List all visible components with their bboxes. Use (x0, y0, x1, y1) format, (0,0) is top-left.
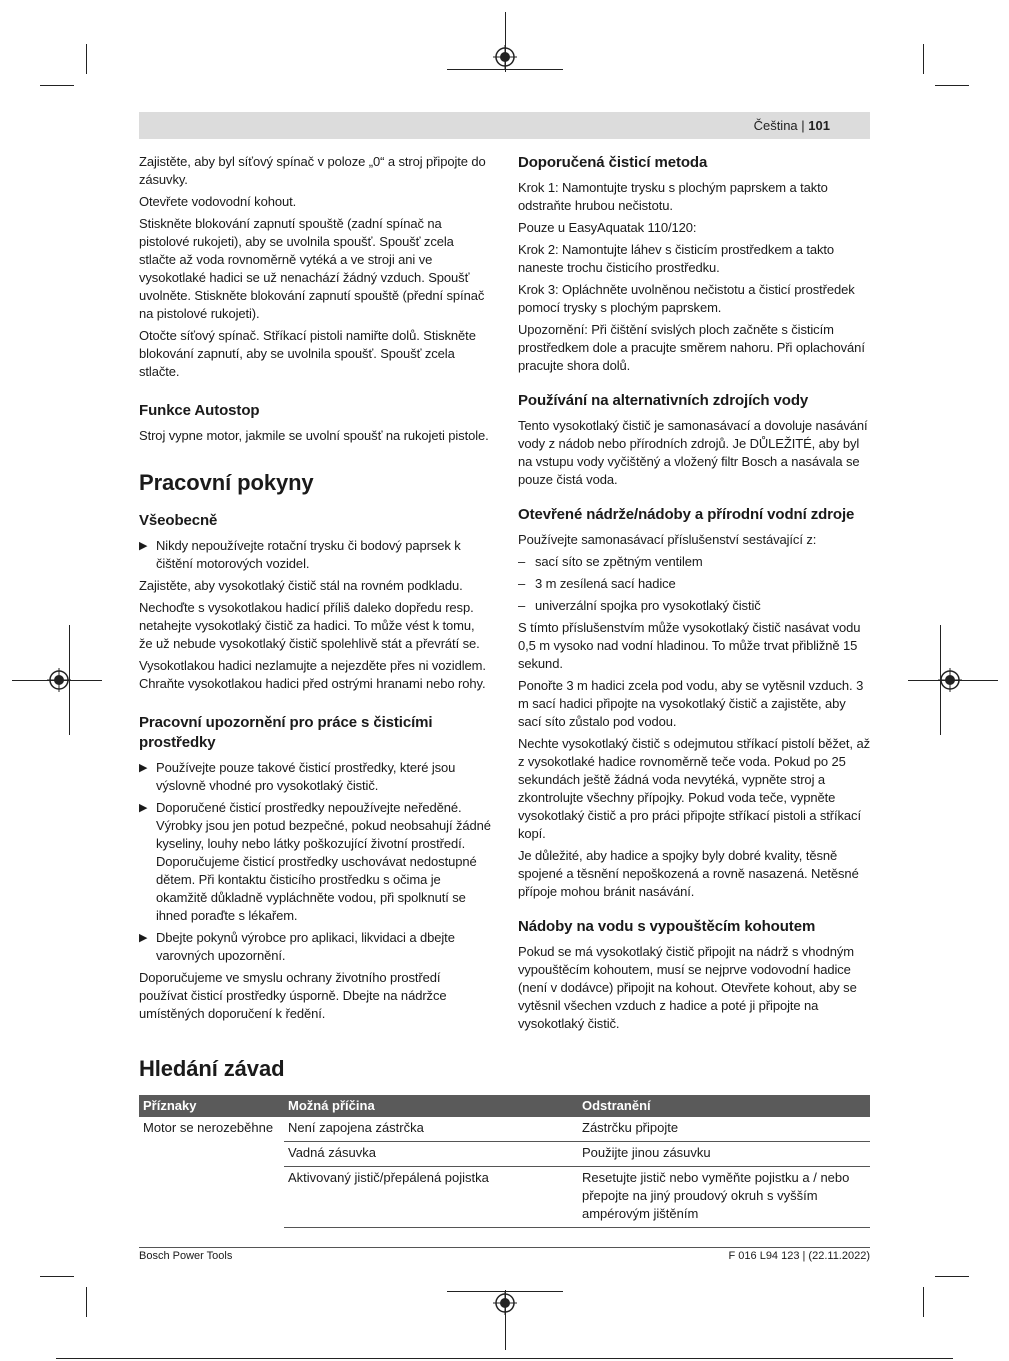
paragraph: Otevřete vodovodní kohout. (139, 194, 297, 209)
paragraph: Upozornění: Při čištění svislých ploch začněte s čisticím prostředkem dole a pracujte směrem nahoru. Při oplachování pracujte shora dolů. (518, 322, 865, 373)
crop-mark (923, 44, 924, 74)
dash-text: sací síto se zpětným ventilem (535, 554, 703, 569)
paragraph: Nechoďte s vysokotlakou hadicí příliš daleko dopředu resp. netahejte vysokotlaký čistič za hadici. To může vést k tomu, že už nebude vysokotlaký čistič spolehlivě stát a převrátí se. (139, 600, 480, 651)
footer-doc-id: F 016 L94 123 | (22.11.2022) (728, 1250, 870, 1262)
paragraph: Pouze u EasyAquatak 110/120: (518, 220, 697, 235)
bullet-arrow-icon: ▶ (139, 762, 148, 774)
registration-mark-icon (493, 45, 517, 69)
footer-divider (139, 1247, 870, 1248)
registration-mark-icon (493, 1291, 517, 1315)
bullet-item (139, 929, 491, 965)
bullet-item (139, 799, 491, 925)
crop-mark (935, 1276, 969, 1277)
page-header (139, 112, 870, 139)
dash-item (518, 553, 870, 571)
section-title-open-tanks: Otevřené nádrže/nádoby a přírodní vodní zdroje (518, 506, 855, 523)
dash-item (518, 575, 870, 593)
dash-marker: – (518, 598, 526, 613)
crop-mark (86, 44, 87, 74)
symptom-cell: Motor se nerozeběhne (143, 1120, 274, 1135)
bullet-arrow-icon: ▶ (139, 932, 148, 944)
header-language: Čeština (753, 118, 798, 133)
crop-mark (923, 1287, 924, 1317)
bullet-text: Používejte pouze takové čisticí prostředky, které jsou výslovně vhodné pro vysokotlaký čistič. (156, 760, 456, 793)
page-number: 101 (808, 118, 830, 133)
bullet-item (139, 759, 491, 795)
header-separator: | (801, 118, 805, 133)
cause-cell: Aktivovaný jistič/přepálená pojistka (284, 1167, 578, 1228)
remedy-cell: Zástrčku připojte (578, 1117, 870, 1142)
paragraph: Krok 3: Opláchněte uvolněnou nečistotu a čisticí prostředek pomocí trysky s plochým paprskem. (518, 282, 855, 315)
section-title-cleaning: Pracovní upozornění pro práce s čisticími prostředky (139, 714, 433, 751)
crop-mark (40, 1276, 74, 1277)
paragraph: Krok 2: Namontujte láhev s čisticím prostředkem a takto naneste trochu čisticího prostředku. (518, 242, 835, 275)
section-title-general: Všeobecně (139, 512, 218, 529)
table-row (139, 1117, 870, 1142)
paragraph: Nechte vysokotlaký čistič s odejmutou stříkací pistolí běžet, až z vysokotlaké hadice rovnoměrně teče voda. Pokud po 25 sekundách ještě žádná voda nevytéká, vypněte stroj a zkontrolujte všechny přípojky. Pokud voda teče, vypněte vysokotlaký čistič a pro práci připojte stříkací pistoli a stříkací kopí. (518, 736, 870, 841)
column-header-cause: Možná příčina (284, 1095, 578, 1117)
section-title-alt-water: Používání na alternativních zdrojích vody (518, 392, 809, 409)
paragraph: Ponořte 3 m hadici zcela pod vodu, aby se vytěsnil vzduch. 3 m sací hadici připojte na vysokotlaký čistič a zajistěte, aby sací síto zůstalo pod vodou. (518, 678, 864, 729)
paragraph: Zajistěte, aby vysokotlaký čistič stál na rovném podkladu. (139, 578, 463, 593)
paragraph: Stroj vypne motor, jakmile se uvolní spoušť na rukojeti pistole. (139, 428, 489, 443)
footer-brand: Bosch Power Tools (139, 1250, 233, 1262)
paragraph: Používejte samonasávací příslušenství sestávající z: (518, 532, 817, 547)
column-header-symptoms: Příznaky (139, 1095, 284, 1117)
dash-text: 3 m zesílená sací hadice (535, 576, 676, 591)
paragraph: Krok 1: Namontujte trysku s plochým paprskem a takto odstraňte hrubou nečistotu. (518, 180, 828, 213)
header-language-page (754, 118, 830, 133)
remedy-cell: Resetujte jistič nebo vyměňte pojistku a / nebo přepojte na jiný proudový okruh s vyšším ampérovým jištěním (578, 1167, 870, 1228)
bullet-item (139, 537, 491, 573)
section-title-work: Pracovní pokyny (139, 470, 314, 495)
bullet-text: Doporučené čisticí prostředky nepoužívejte neředěné. Výrobky jsou jen potud bezpečné, pokud neobsahují žádné kyseliny, louhy nebo látky poškozující životní prostředí. Doporučujeme čisticí prostředky uschovávat nedostupné dětem. Při kontaktu čisticího prostředku s očima je okamžitě důkladně vypláchněte vodou, při spolknutí se ihned poraďte s lékařem. (156, 800, 491, 923)
table-header-row (139, 1095, 870, 1117)
bullet-arrow-icon: ▶ (139, 802, 148, 814)
troubleshooting-section (139, 1055, 870, 1097)
paragraph: Doporučujeme ve smyslu ochrany životního prostředí používat čisticí prostředky úsporně. Dbejte na nádržce umístěných doporučení k ředění. (139, 970, 447, 1021)
left-column (139, 153, 491, 1027)
paragraph: Pokud se má vysokotlaký čistič připojit na nádrž s vhodným vypouštěcím kohoutem, musí se nejprve vodovodní hadice (není v dodávce) připojit na kohout. Otevřete kohout, aby se vytěsnil všechen vzduch z hadice a poté ji připojte na vysokotlaký čistič. (518, 944, 857, 1031)
right-column (518, 153, 870, 1037)
registration-mark-icon (938, 668, 962, 692)
section-title-method: Doporučená čisticí metoda (518, 154, 708, 171)
dash-item (518, 597, 870, 615)
bullet-text: Nikdy nepoužívejte rotační trysku či bodový paprsek k čištění motorových vozidel. (156, 538, 461, 571)
section-title-troubleshooting: Hledání závad (139, 1056, 285, 1081)
troubleshooting-table (139, 1095, 870, 1228)
paragraph: Vysokotlakou hadici nezlamujte a nejezděte přes ni vozidlem. Chraňte vysokotlakou hadici před ostrými hranami nebo rohy. (139, 658, 486, 691)
paragraph: Zajistěte, aby byl síťový spínač v poloze „0“ a stroj připojte do zásuvky. (139, 154, 486, 187)
dash-text: univerzální spojka pro vysokotlaký čistič (535, 598, 761, 613)
paragraph: Otočte síťový spínač. Stříkací pistoli namiřte dolů. Stiskněte blokování zapnutí, aby se uvolnila spoušť. Spoušť zcela stlačte. (139, 328, 476, 379)
crop-mark (40, 85, 74, 86)
section-title-tank: Nádoby na vodu s vypouštěcím kohoutem (518, 918, 816, 935)
column-header-remedy: Odstranění (578, 1095, 870, 1117)
paragraph: S tímto příslušenstvím může vysokotlaký čistič nasávat vodu 0,5 m vysoko nad vodní hladinou. To může trvat přibližně 15 sekund. (518, 620, 861, 671)
paragraph: Je důležité, aby hadice a spojky byly dobré kvality, těsně spojené a těsnění nepoškozená a rovně nasazená. Netěsné přípoje mohou bránit nasávání. (518, 848, 859, 899)
paragraph: Tento vysokotlaký čistič je samonasávací a dovoluje nasávání vody z nádob nebo přírodních zdrojů. Je DŮLEŽITÉ, aby byl na vstupu vody vyčištěný a vložený filtr Bosch a nasávala se pouze čistá voda. (518, 418, 868, 487)
bullet-text: Dbejte pokynů výrobce pro aplikaci, likvidaci a dbejte varovných upozornění. (156, 930, 455, 963)
dash-marker: – (518, 576, 526, 591)
cause-cell: Není zapojena zástrčka (284, 1117, 578, 1142)
crop-mark (86, 1287, 87, 1317)
registration-mark-icon (47, 668, 71, 692)
crop-mark (56, 1358, 953, 1359)
dash-marker: – (518, 554, 526, 569)
cause-cell: Vadná zásuvka (284, 1142, 578, 1167)
paragraph: Stiskněte blokování zapnutí spouště (zadní spínač na pistolové rukojeti), aby se uvolnila spoušť. Spoušť zcela stlačte až voda rovnoměrně vytéká a ve stroji ani ve vysokotlaké hadici se už nenachází žádný vzduch. Spoušť uvolněte. Stiskněte blokování zapnutí spouště (přední spínač na pistolové rukojeti). (139, 216, 485, 321)
crop-mark (935, 85, 969, 86)
bullet-arrow-icon: ▶ (139, 540, 148, 552)
remedy-cell: Použijte jinou zásuvku (578, 1142, 870, 1167)
section-title-autostop: Funkce Autostop (139, 402, 260, 419)
